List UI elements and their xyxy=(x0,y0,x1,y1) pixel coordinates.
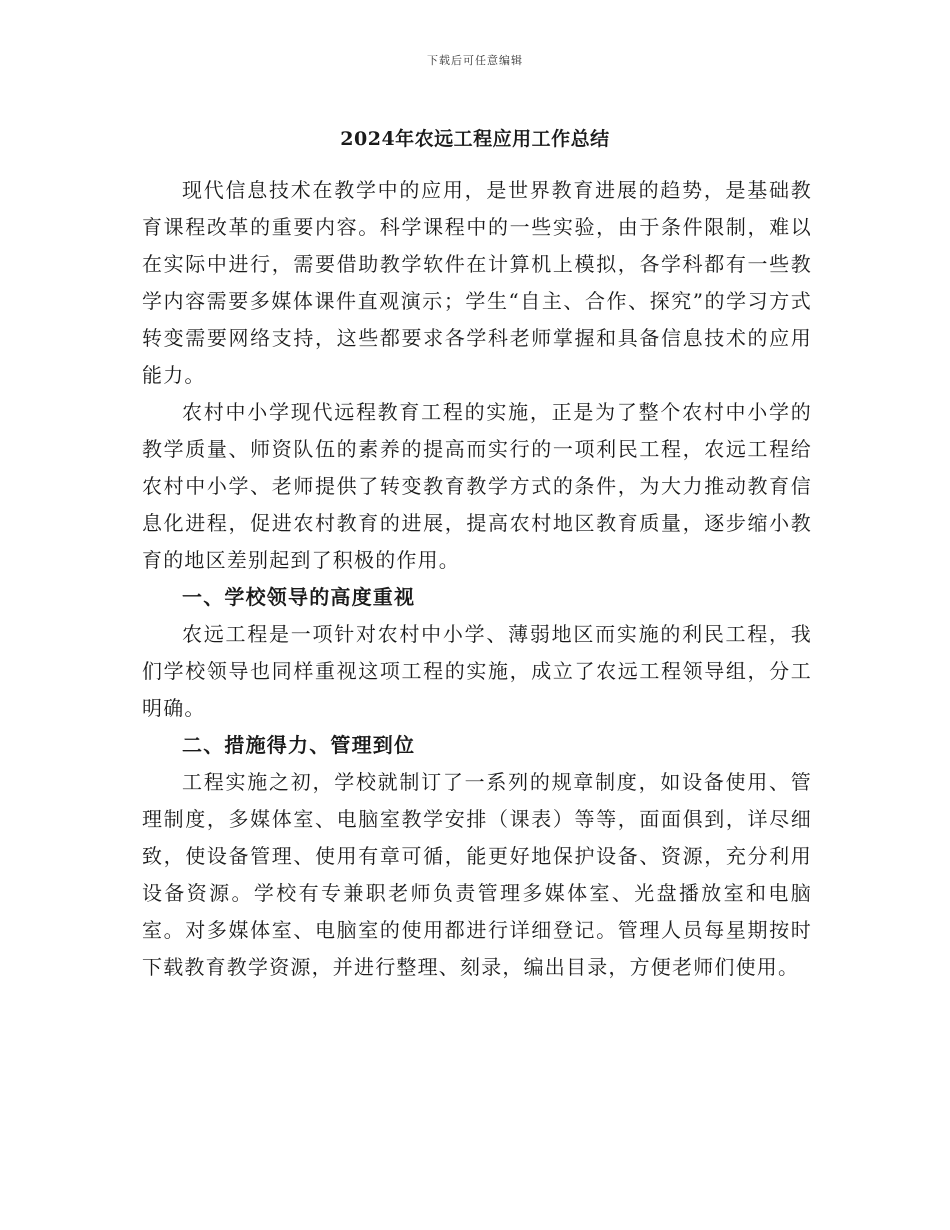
document-body xyxy=(142,172,812,986)
document-title: 2024年农远工程应用工作总结 xyxy=(340,128,610,150)
section-2-paragraph: 工程实施之初，学校就制订了一系列的规章制度，如设备使用、管理制度，多媒体室、电脑室教学安排（课表）等等，面面俱到，详尽细致，使设备管理、使用有章可循，能更好地保护设备、资源，充分利用设备资源。学校有专兼职老师负责管理多媒体室、光盘播放室和电脑室。对多媒体室、电脑室的使用都进行详细登记。管理人员每星期按时下载教育教学资源，并进行整理、刻录，编出目录，方便老师们使用。 xyxy=(142,770,812,979)
page-header-note: 下载后可任意编辑 xyxy=(427,54,523,67)
section-2-heading: 二、措施得力、管理到位 xyxy=(182,733,416,757)
intro-paragraph-2: 农村中小学现代远程教育工程的实施，正是为了整个农村中小学的教学质量、师资队伍的素养的提高而实行的一项利民工程，农远工程给农村中小学、老师提供了转变教育教学方式的条件，为大力推动教育信息化进程，促进农村教育的进展，提高农村地区教育质量，逐步缩小教育的地区差别起到了积极的作用。 xyxy=(142,400,812,572)
intro-paragraph-1: 现代信息技术在教学中的应用，是世界教育进展的趋势，是基础教育课程改革的重要内容。科学课程中的一些实验，由于条件限制，难以在实际中进行，需要借助教学软件在计算机上模拟，各学科都有一些教学内容需要多媒体课件直观演示；学生“自主、合作、探究”的学习方式转变需要网络支持，这些都要求各学科老师掌握和具备信息技术的应用能力。 xyxy=(142,178,812,387)
section-1-paragraph: 农远工程是一项针对农村中小学、薄弱地区而实施的利民工程，我们学校领导也同样重视这项工程的实施，成立了农远工程领导组，分工明确。 xyxy=(142,622,812,720)
section-1-heading: 一、学校领导的高度重视 xyxy=(182,585,416,609)
